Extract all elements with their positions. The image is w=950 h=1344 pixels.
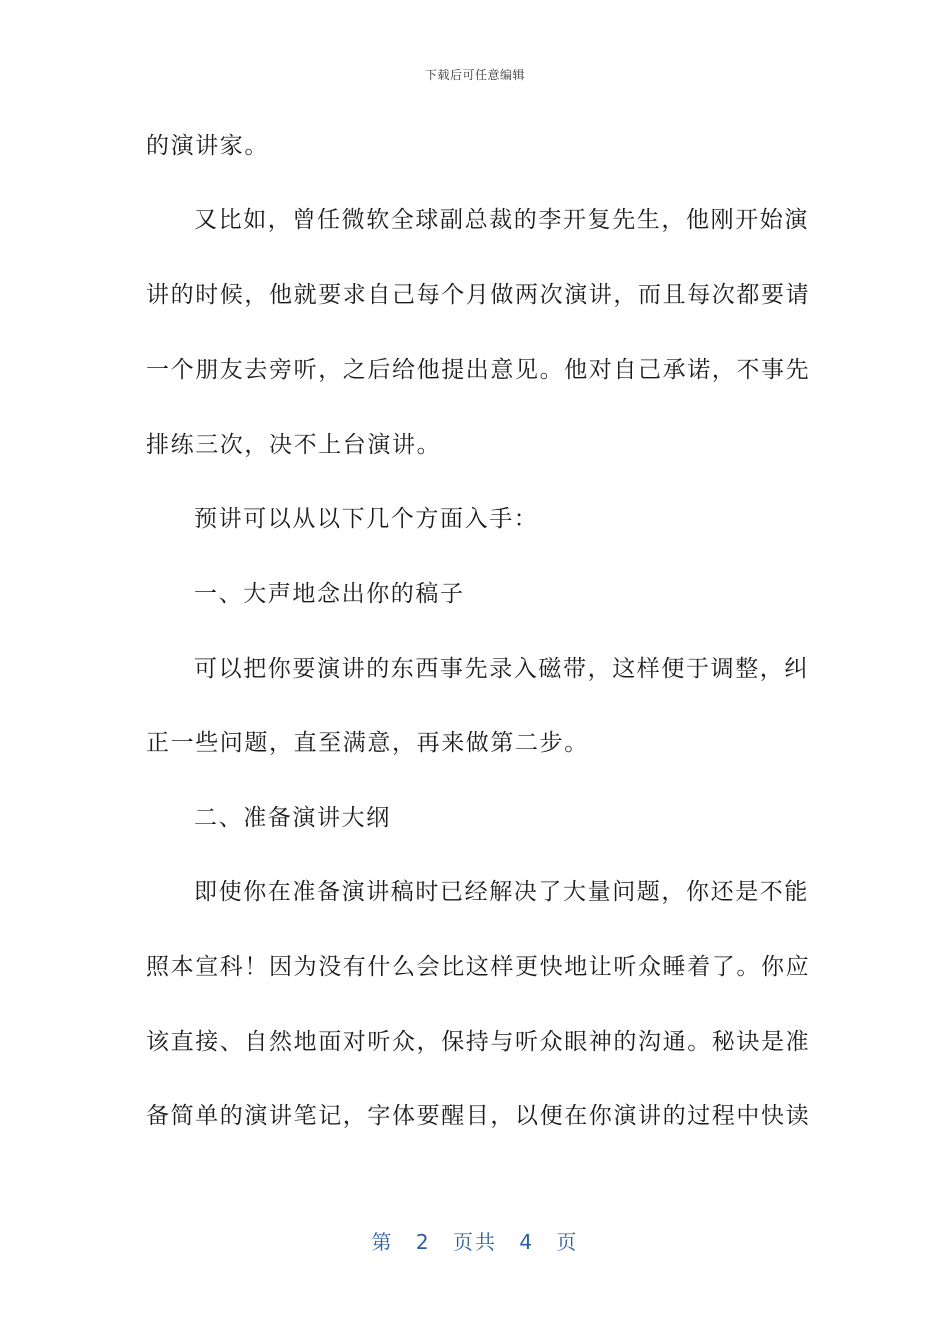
section-heading: 二、准备演讲大纲 xyxy=(194,805,391,831)
paragraph-line: 该直接、自然地面对听众，保持与听众眼神的沟通。秘诀是准 xyxy=(146,1029,811,1055)
paragraph-line: 排练三次，决不上台演讲。 xyxy=(146,432,442,458)
paragraph-line: 又比如，曾任微软全球副总裁的李开复先生，他刚开始演 xyxy=(194,207,809,233)
paragraph-line: 照本宣科！因为没有什么会比这样更快地让听众睡着了。你应 xyxy=(146,954,811,980)
paragraph-line: 一个朋友去旁听，之后给他提出意见。他对自己承诺，不事先 xyxy=(146,357,811,383)
paragraph-line: 正一些问题，直至满意，再来做第二步。 xyxy=(146,730,589,756)
paragraph-line: 即使你在准备演讲稿时已经解决了大量问题，你还是不能 xyxy=(194,879,809,905)
section-heading: 一、大声地念出你的稿子 xyxy=(194,581,465,607)
paragraph-line: 的演讲家。 xyxy=(146,133,269,159)
paragraph-line: 可以把你要演讲的东西事先录入磁带，这样便于调整，纠 xyxy=(194,656,809,682)
paragraph-line: 预讲可以从以下几个方面入手： xyxy=(194,506,539,532)
paragraph-line: 备简单的演讲笔记，字体要醒目，以便在你演讲的过程中快读 xyxy=(146,1103,811,1129)
page-number: 第 2 页共 4 页 xyxy=(371,1230,579,1254)
paragraph-line: 讲的时候，他就要求自己每个月做两次演讲，而且每次都要请 xyxy=(146,282,811,308)
page-header: 下载后可任意编辑 xyxy=(424,68,525,82)
